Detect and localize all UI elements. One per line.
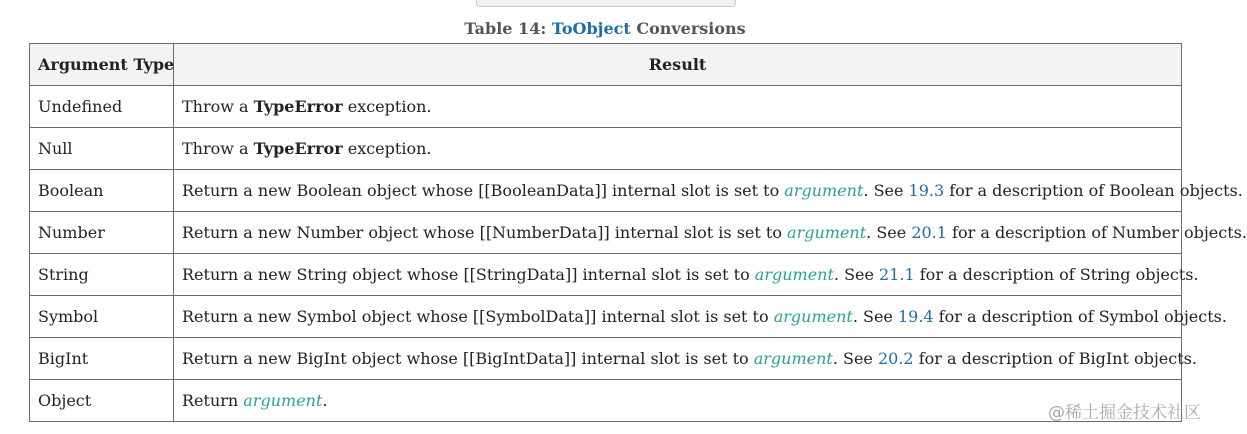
argument-type-cell: Null — [30, 128, 174, 170]
caption-prefix: Table 14: — [464, 19, 552, 38]
argument-variable: argument — [754, 265, 834, 284]
section-link[interactable]: 20.1 — [911, 223, 947, 242]
result-text: Return a new String object whose [[StringData]] internal slot is set to — [182, 265, 755, 284]
table-row — [30, 296, 1182, 338]
argument-variable: argument — [784, 181, 864, 200]
table-row — [30, 128, 1182, 170]
table-row — [30, 254, 1182, 296]
result-text: for a description of Symbol objects. — [933, 307, 1227, 326]
result-cell — [174, 380, 1182, 422]
result-text: Return a new Symbol object whose [[SymbolData]] internal slot is set to — [182, 307, 774, 326]
table-caption — [0, 19, 1210, 38]
caption-suffix: Conversions — [630, 19, 746, 38]
result-text: . See — [832, 349, 878, 368]
result-text: . See — [863, 181, 909, 200]
result-text: . See — [833, 265, 880, 284]
header-result: Result — [174, 44, 1182, 86]
result-text: Return a new BigInt object whose [[BigIntData]] internal slot is set to — [182, 349, 754, 368]
result-text: . See — [852, 307, 898, 326]
result-text: Throw a — [182, 139, 254, 158]
result-text: Return a new Number object whose [[NumberData]] internal slot is set to — [182, 223, 788, 242]
header-row — [30, 44, 1182, 86]
result-text: for a description of Boolean objects. — [944, 181, 1243, 200]
argument-type-cell: Object — [30, 380, 174, 422]
table-row — [30, 86, 1182, 128]
argument-type-cell: Undefined — [30, 86, 174, 128]
argument-type-cell: Boolean — [30, 170, 174, 212]
argument-variable: argument — [787, 223, 867, 242]
type-error-term: TypeError — [253, 97, 343, 116]
result-text: Return a new Boolean object whose [[BooleanData]] internal slot is set to — [182, 181, 785, 200]
result-text: Throw a — [182, 97, 254, 116]
toobject-conversions-table — [29, 43, 1247, 422]
toobject-link[interactable]: ToObject — [551, 19, 631, 38]
result-cell — [174, 86, 1182, 128]
result-cell — [174, 338, 1197, 380]
type-error-term: TypeError — [253, 139, 343, 158]
result-text: exception. — [342, 139, 432, 158]
argument-variable: argument — [243, 391, 323, 410]
collapsed-tab-stub — [476, 0, 736, 7]
argument-type-cell: String — [30, 254, 174, 296]
table-row — [30, 212, 1182, 254]
section-link[interactable]: 21.1 — [879, 265, 915, 284]
argument-variable: argument — [773, 307, 853, 326]
result-text: for a description of String objects. — [914, 265, 1199, 284]
result-text: . See — [866, 223, 912, 242]
section-link[interactable]: 20.2 — [877, 349, 914, 368]
result-cell — [174, 170, 1243, 212]
argument-variable: argument — [753, 349, 833, 368]
header-argument-type: Argument Type — [30, 44, 174, 86]
argument-type-cell: BigInt — [30, 338, 174, 380]
table-row — [30, 338, 1182, 380]
section-link[interactable]: 19.3 — [908, 181, 945, 200]
result-text: exception. — [342, 97, 432, 116]
argument-type-cell: Symbol — [30, 296, 174, 338]
section-link[interactable]: 19.4 — [897, 307, 934, 326]
result-cell — [174, 254, 1199, 296]
table-row — [30, 380, 1182, 422]
result-cell — [174, 296, 1227, 338]
juejin-watermark: @稀土掘金技术社区 — [1048, 403, 1201, 423]
result-text: . — [322, 391, 328, 410]
result-text: for a description of BigInt objects. — [913, 349, 1197, 368]
result-text: for a description of Number objects. — [946, 223, 1247, 242]
result-cell — [174, 128, 1182, 170]
argument-type-cell: Number — [30, 212, 174, 254]
table-row — [30, 170, 1182, 212]
result-text: Return — [182, 391, 244, 410]
result-cell — [174, 212, 1247, 254]
